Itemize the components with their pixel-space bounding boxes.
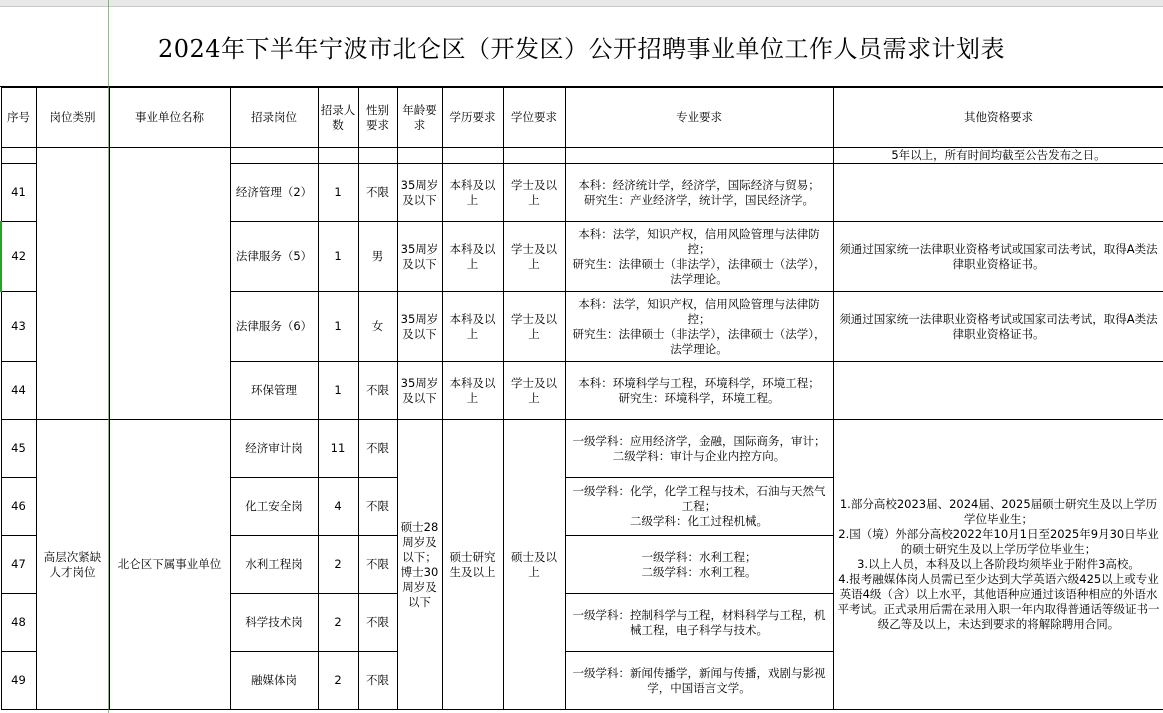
row-gender: 不限 <box>358 362 397 420</box>
row-seq: 41 <box>1 164 36 222</box>
row-major: 一级学科：控制科学与工程，材料科学与工程，机械工程，电子科学与技术。 <box>565 594 833 652</box>
row-gender: 女 <box>358 292 397 362</box>
row-major: 一级学科：水利工程； 二级学科：水利工程。 <box>565 536 833 594</box>
header-degree: 学位要求 <box>503 88 565 148</box>
header-seq: 序号 <box>1 88 36 148</box>
row-gender: 不限 <box>358 478 397 536</box>
row-count: 4 <box>318 478 358 536</box>
age-cell-group2: 硕士28周岁及以下；博士30周岁及以下 <box>397 420 442 710</box>
education-cell-group2: 硕士研究生及以上 <box>442 420 503 710</box>
category-cell-group1 <box>36 148 109 420</box>
other-cell-group2: 1.部分高校2023届、2024届、2025届硕士研究生及以上学历学位毕业生； 2.国（境）外部分高校2022年10月1日至2025年9月30日毕业的硕士研究生及以上学历学位毕业生； 3.以上人员，本科及以上各阶段均须毕业于附件3高校。 4.报考融媒体岗人员需已至少达到大学英语六级425以上或专业英语4级（含）以上水平，其他语种应通过该语种相应的外语水平考试。正式录用后需在录用入职一年内取得普通话等级证书一级乙等及以上，未达到要求的将解除聘用合同。 <box>833 420 1163 710</box>
row-major: 一级学科：化学，化学工程与技术，石油与天然气工程； 二级学科：化工过程机械。 <box>565 478 833 536</box>
recruitment-table <box>0 87 1163 710</box>
carryover-row <box>1 148 1163 164</box>
row-position: 经济管理（2） <box>230 164 318 222</box>
row-position: 科学技术岗 <box>230 594 318 652</box>
table-row[interactable] <box>1 420 1163 478</box>
row-gender: 不限 <box>358 536 397 594</box>
header-position: 招录岗位 <box>230 88 318 148</box>
row-major: 本科：经济统计学，经济学，国际经济与贸易； 研究生：产业经济学，统计学，国民经济学。 <box>565 164 833 222</box>
row-count: 2 <box>318 652 358 710</box>
row-education: 本科及以上 <box>442 222 503 292</box>
row-gender: 不限 <box>358 594 397 652</box>
row-education: 本科及以上 <box>442 292 503 362</box>
row-seq: 46 <box>1 478 36 536</box>
row-seq: 42 <box>1 222 36 292</box>
row-major: 本科：环境科学与工程，环境科学，环境工程； 研究生：环境科学，环境工程。 <box>565 362 833 420</box>
page-title: 2024年下半年宁波市北仑区（开发区）公开招聘事业单位工作人员需求计划表 <box>0 6 1163 87</box>
row-other <box>833 362 1163 420</box>
row-degree: 学士及以上 <box>503 292 565 362</box>
row-other: 须通过国家统一法律职业资格考试或国家司法考试，取得A类法律职业资格证书。 <box>833 222 1163 292</box>
row-age: 35周岁及以下 <box>397 222 442 292</box>
row-count: 1 <box>318 164 358 222</box>
degree-cell-group2: 硕士及以上 <box>503 420 565 710</box>
row-count: 1 <box>318 292 358 362</box>
row-position: 融媒体岗 <box>230 652 318 710</box>
row-seq: 47 <box>1 536 36 594</box>
unit-cell-group1 <box>109 148 230 420</box>
row-age: 35周岁及以下 <box>397 292 442 362</box>
header-other: 其他资格要求 <box>833 88 1163 148</box>
row-position: 法律服务（5） <box>230 222 318 292</box>
row-seq: 45 <box>1 420 36 478</box>
header-major: 专业要求 <box>565 88 833 148</box>
row-age: 35周岁及以下 <box>397 362 442 420</box>
row-position: 法律服务（6） <box>230 292 318 362</box>
row-gender: 男 <box>358 222 397 292</box>
row-degree: 学士及以上 <box>503 164 565 222</box>
row-seq: 43 <box>1 292 36 362</box>
row-count: 2 <box>318 594 358 652</box>
row-other <box>833 164 1163 222</box>
column-selection-line <box>108 0 109 713</box>
header-row <box>1 88 1163 148</box>
row-major: 本科：法学，知识产权，信用风险管理与法律防控； 研究生：法律硕士（非法学），法律硕士（法学），法学理论。 <box>565 292 833 362</box>
header-count: 招录人数 <box>318 88 358 148</box>
row-major: 一级学科：应用经济学，金融，国际商务，审计； 二级学科：审计与企业内控方向。 <box>565 420 833 478</box>
carryover-text: 5年以上，所有时间均截至公告发布之日。 <box>833 148 1163 164</box>
row-gender: 不限 <box>358 420 397 478</box>
unit-cell-group2: 北仑区下属事业单位 <box>109 420 230 710</box>
row-position: 水利工程岗 <box>230 536 318 594</box>
row-count: 2 <box>318 536 358 594</box>
header-gender: 性别要求 <box>358 88 397 148</box>
row-count: 11 <box>318 420 358 478</box>
row-major: 一级学科：新闻传播学，新闻与传播，戏剧与影视学，中国语言文学。 <box>565 652 833 710</box>
header-category: 岗位类别 <box>36 88 109 148</box>
category-cell-group2: 高层次紧缺人才岗位 <box>36 420 109 710</box>
row-seq: 44 <box>1 362 36 420</box>
row-education: 本科及以上 <box>442 164 503 222</box>
header-education: 学历要求 <box>442 88 503 148</box>
row-position: 环保管理 <box>230 362 318 420</box>
row-gender: 不限 <box>358 164 397 222</box>
row-education: 本科及以上 <box>442 362 503 420</box>
row-position: 经济审计岗 <box>230 420 318 478</box>
row-count: 1 <box>318 222 358 292</box>
row-degree: 学士及以上 <box>503 222 565 292</box>
header-age: 年龄要求 <box>397 88 442 148</box>
header-unit: 事业单位名称 <box>109 88 230 148</box>
row-major: 本科：法学，知识产权，信用风险管理与法律防控； 研究生：法律硕士（非法学），法律硕士（法学），法学理论。 <box>565 222 833 292</box>
row-age: 35周岁及以下 <box>397 164 442 222</box>
row-degree: 学士及以上 <box>503 362 565 420</box>
row-seq: 48 <box>1 594 36 652</box>
row-position: 化工安全岗 <box>230 478 318 536</box>
row-count: 1 <box>318 362 358 420</box>
row-gender: 不限 <box>358 652 397 710</box>
row-seq: 49 <box>1 652 36 710</box>
row-other: 须通过国家统一法律职业资格考试或国家司法考试，取得A类法律职业资格证书。 <box>833 292 1163 362</box>
